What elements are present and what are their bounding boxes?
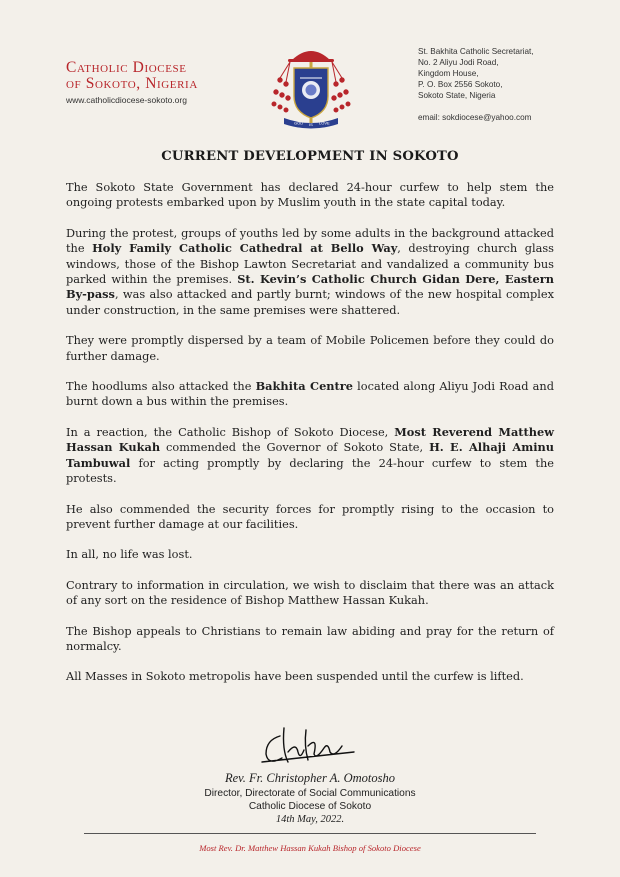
paragraph-emphasis: Holy Family Catholic Cathedral at Bello Way xyxy=(92,241,398,256)
paragraph-text: for acting promptly by declaring the 24-hour curfew to stem the protests. xyxy=(66,455,554,486)
paragraph: Contrary to information in circulation, we wish to disclaim that there was an attack of any sort on the residence of Bishop Matthew Hassan Kukah. xyxy=(66,577,554,608)
paragraph-text: The hoodlums also attacked the xyxy=(66,379,256,394)
paragraph: The Bishop appeals to Christians to remain law abiding and pray for the return of normalcy. xyxy=(66,623,554,653)
address-block xyxy=(418,46,598,123)
address-line: St. Bakhita Catholic Secretariat, xyxy=(418,47,534,56)
paragraph: In all, no life was lost. xyxy=(66,547,193,562)
paragraph: They were promptly dispersed by a team of Mobile Policemen before they could do further damage. xyxy=(66,333,554,363)
crest-motto-right: LOVE xyxy=(319,120,330,126)
signatory-title: Director, Directorate of Social Communications xyxy=(204,788,416,799)
address-line: No. 2 Aliyu Jodi Road, xyxy=(418,58,499,67)
paragraph-emphasis: Bakhita Centre xyxy=(255,379,353,394)
organization-block xyxy=(66,60,266,105)
organization-name-line2: of Sokoto, Nigeria xyxy=(66,75,198,92)
address-line: Kingdom House, xyxy=(418,69,479,78)
paragraph: All Masses in Sokoto metropolis have been suspended until the curfew is lifted. xyxy=(66,669,524,684)
crest-motto-left: GOD xyxy=(294,120,304,126)
signatory-organization: Catholic Diocese of Sokoto xyxy=(248,801,372,812)
footer-divider xyxy=(84,833,536,834)
paragraph-text: commended the Governor of Sokoto State, xyxy=(160,440,430,455)
address-line: Sokoto State, Nigeria xyxy=(418,91,496,100)
footer-bishop-line: Most Rev. Dr. Matthew Hassan Kukah Bishop of Sokoto Diocese xyxy=(199,843,421,853)
crest-motto-mid: IS xyxy=(309,122,313,127)
paragraph: The Sokoto State Government has declared 24-hour curfew to help stem the ongoing protests embarked upon by Muslim youth in the state capital today. xyxy=(66,180,554,210)
paragraph-emphasis: St. Kevin’s Catholic Church Gidan Dere, Eastern By-pass xyxy=(66,272,554,302)
letter-date: 14th May, 2022. xyxy=(275,814,345,825)
paragraph-text: located along Aliyu Jodi Road and burnt down a bus within the premises. xyxy=(66,379,554,409)
paragraph: He also commended the security forces for promptly rising to the occasion to prevent further damage at our facilities. xyxy=(66,501,554,531)
website-url: www.catholicdiocese-sokoto.org xyxy=(66,95,187,105)
signatory-name: Rev. Fr. Christopher A. Omotosho xyxy=(224,771,396,785)
letter-body xyxy=(66,180,554,700)
organization-name-line1: Catholic Diocese xyxy=(66,59,187,76)
address-line: P. O. Box 2556 Sokoto, xyxy=(418,80,503,89)
paragraph-emphasis: H. E. Alhaji Aminu Tambuwal xyxy=(66,440,555,470)
paragraph-text: During the protest, groups of youths led by some adults in the background attacked the xyxy=(66,225,554,256)
handwritten-signature-icon xyxy=(258,722,358,772)
email-address[interactable]: email: sokdiocese@yahoo.com xyxy=(418,113,532,122)
paragraph xyxy=(66,379,554,410)
document-heading: CURRENT DEVELOPMENT IN SOKOTO xyxy=(161,149,459,164)
paragraph-text: , was also attacked and partly burnt; windows of the new hospital complex under construction, in the same premises were shattered. xyxy=(66,287,554,317)
paragraph xyxy=(66,425,554,487)
diocese-crest-icon xyxy=(270,38,352,130)
paragraph-text: In a reaction, the Catholic Bishop of Sokoto Diocese, xyxy=(66,424,395,439)
paragraph-emphasis: Most Reverend Matthew Hassan Kukah xyxy=(66,424,555,455)
paragraph xyxy=(66,226,554,318)
paragraph-text: , destroying church glass windows, those of the Bishop Lawton Secretariat and vandalized a community bus parked within the premises. xyxy=(66,241,554,287)
